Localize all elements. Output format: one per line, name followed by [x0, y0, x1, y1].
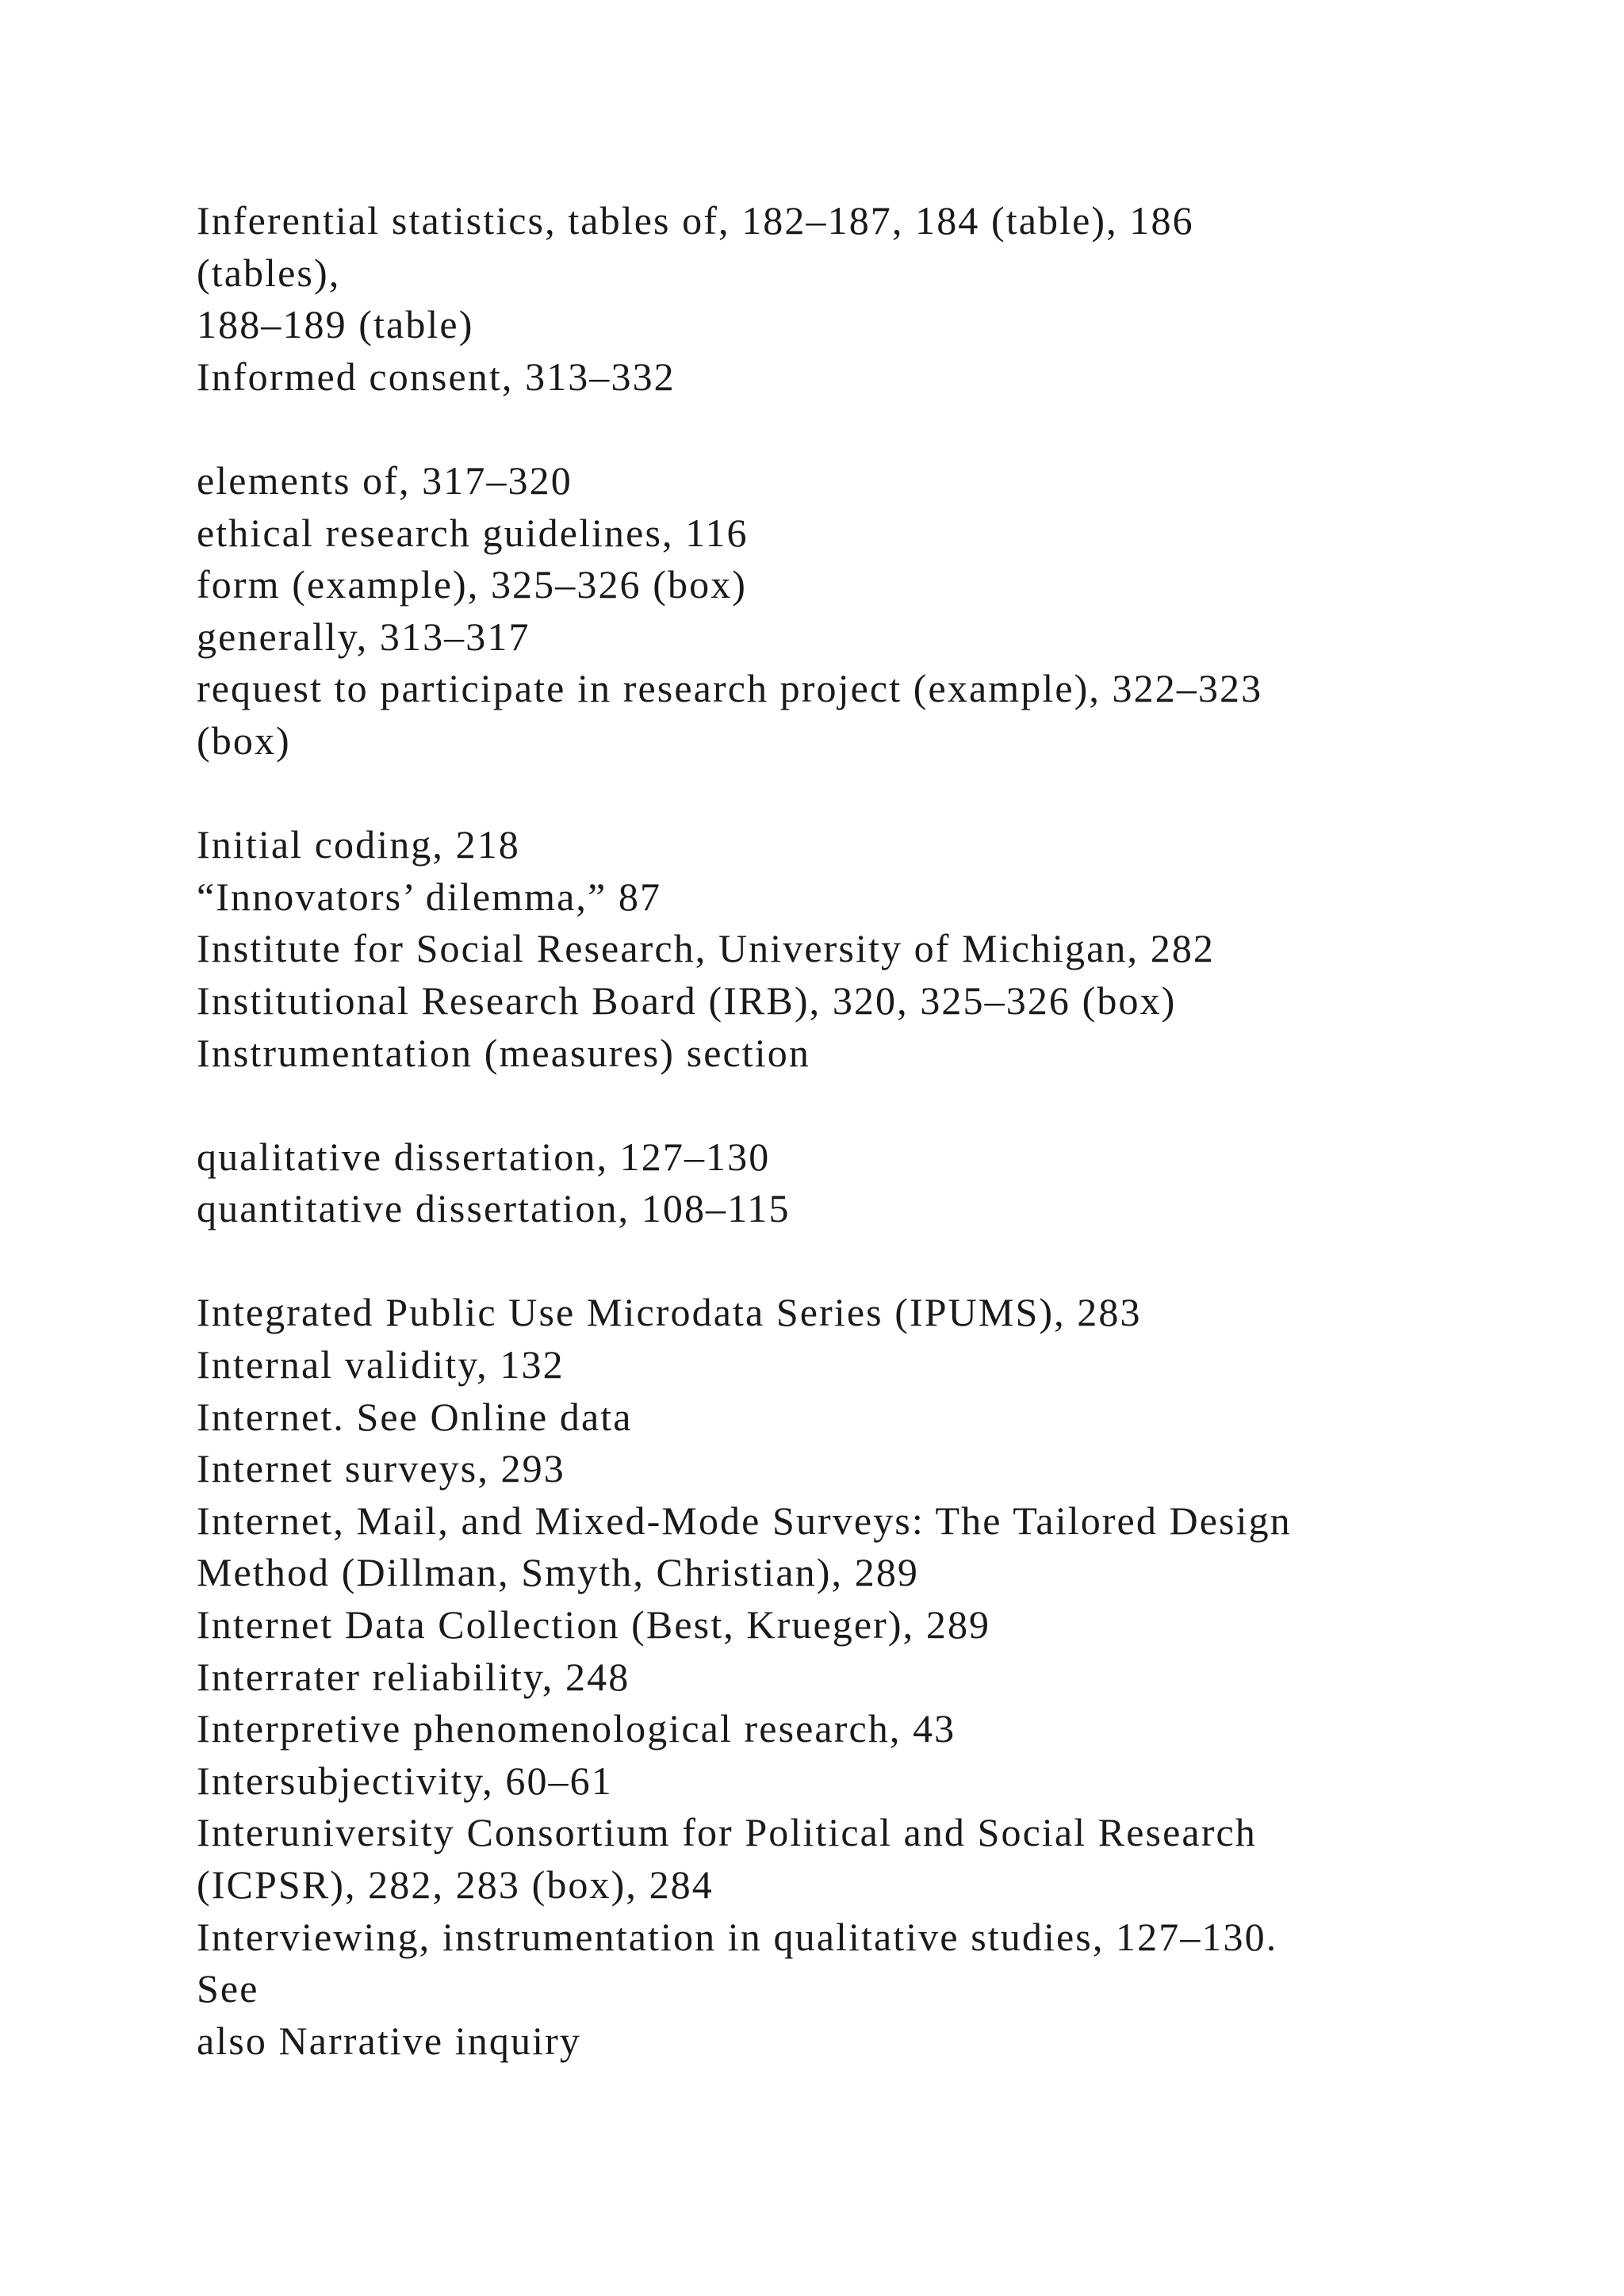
blank-line [197, 1079, 1545, 1131]
index-line: “Innovators’ dilemma,” 87 [197, 874, 662, 919]
index-line: Institutional Research Board (IRB), 320, 325–326 (box) [197, 978, 1177, 1023]
index-line: also Narrative inquiry [197, 2018, 581, 2063]
index-line: Interuniversity Consortium for Political and Social Research [197, 1810, 1257, 1855]
index-line: Instrumentation (measures) section [197, 1030, 810, 1075]
blank-line [197, 1235, 1545, 1288]
index-line: Internet surveys, 293 [197, 1446, 565, 1491]
index-line: See [197, 1966, 259, 2011]
index-line: (tables), [197, 250, 341, 295]
index-line: Interpretive phenomenological research, 43 [197, 1706, 956, 1751]
index-line: Intersubjectivity, 60–61 [197, 1758, 613, 1803]
index-line: (box) [197, 718, 291, 763]
index-line: Internet. See Online data [197, 1394, 633, 1439]
index-line: qualitative dissertation, 127–130 [197, 1134, 771, 1179]
index-line: quantitative dissertation, 108–115 [197, 1186, 791, 1231]
index-line: Internet, Mail, and Mixed-Mode Surveys: The Tailored Design [197, 1498, 1292, 1543]
index-line: Inferential statistics, tables of, 182–187, 184 (table), 186 [197, 198, 1194, 243]
index-entries [197, 195, 1545, 2067]
index-line: Initial coding, 218 [197, 822, 520, 867]
blank-line [197, 403, 1545, 455]
index-line: form (example), 325–326 (box) [197, 562, 748, 607]
blank-line [197, 767, 1545, 820]
index-line: (ICPSR), 282, 283 (box), 284 [197, 1862, 714, 1907]
index-line: request to participate in research project (example), 322–323 [197, 666, 1263, 711]
index-line: ethical research guidelines, 116 [197, 510, 749, 555]
index-line: Informed consent, 313–332 [197, 354, 676, 399]
index-line: 188–189 (table) [197, 302, 474, 347]
index-line: Integrated Public Use Microdata Series (IPUMS), 283 [197, 1290, 1142, 1335]
index-line: Institute for Social Research, University of Michigan, 282 [197, 926, 1216, 971]
index-line: Internet Data Collection (Best, Krueger), 289 [197, 1602, 991, 1647]
index-line: Method (Dillman, Smyth, Christian), 289 [197, 1550, 920, 1595]
index-line: Interviewing, instrumentation in qualitative studies, 127–130. [197, 1914, 1278, 1959]
index-line: Interrater reliability, 248 [197, 1654, 630, 1699]
index-line: Internal validity, 132 [197, 1342, 565, 1387]
index-line: generally, 313–317 [197, 614, 530, 659]
index-line: elements of, 317–320 [197, 457, 573, 503]
